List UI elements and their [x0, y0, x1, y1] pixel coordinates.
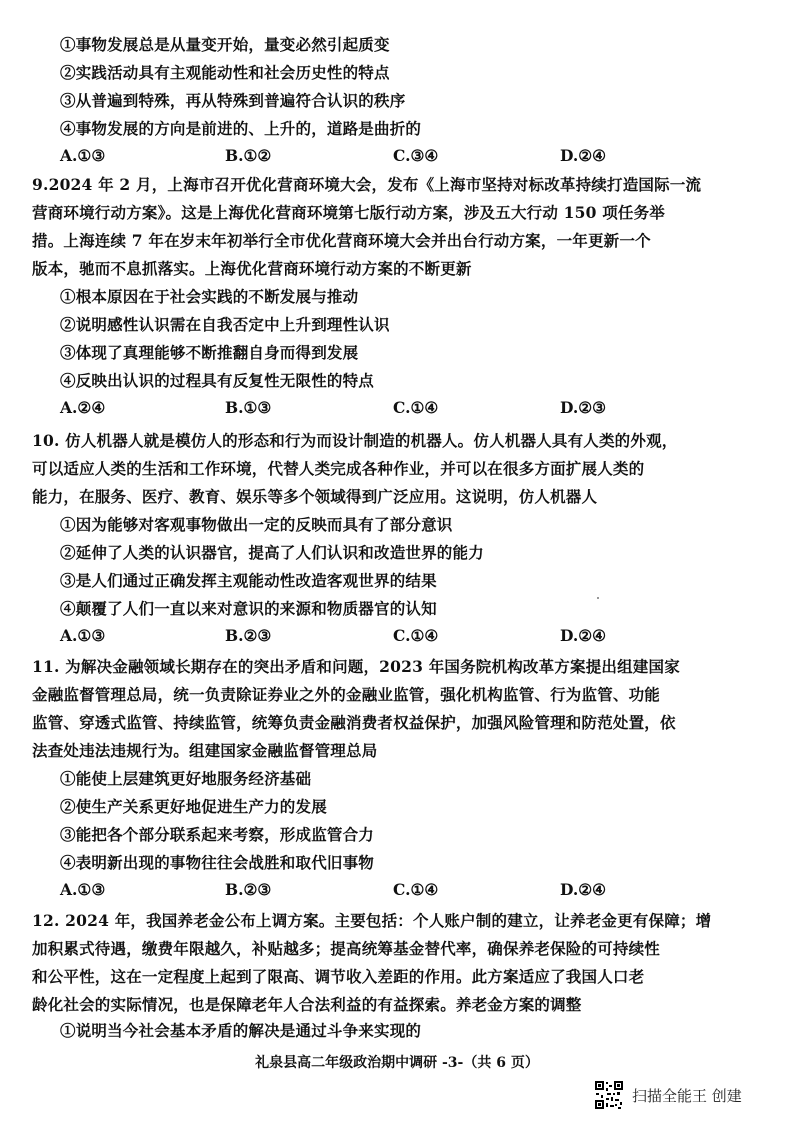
q8-choices: [60, 146, 700, 168]
q11-stem-line-2: 金融监督管理总局，统一负责除证券业之外的金融业监管，强化机构监管、行为监管、功能: [32, 685, 661, 704]
q10-stem-line-2: 可以适应人类的生活和工作环境，代替人类完成各种作业，并可以在很多方面扩展人类的: [32, 459, 645, 478]
q11-stem-line-3: 监管、穿透式监管、持续监管，统筹负责金融消费者权益保护，加强风险管理和防范处置，依: [32, 713, 676, 732]
qr-code-icon: [594, 1080, 624, 1110]
q9-option-3: ③体现了真理能够不断推翻自身而得到发展: [60, 343, 359, 362]
q12-stem-line-3: 和公平性，这在一定程度上起到了限高、调节收入差距的作用。此方案适应了我国人口老: [32, 967, 645, 986]
q9-stem-line-4: 版本，驰而不息抓落实。上海优化营商环境行动方案的不断更新: [32, 259, 472, 278]
choice-a: A.①③: [60, 146, 106, 165]
scanner-watermark: [594, 1078, 742, 1112]
q12-option-1: ①说明当今社会基本矛盾的解决是通过斗争来实现的: [60, 1021, 422, 1040]
q10-option-3: ③是人们通过正确发挥主观能动性改造客观世界的结果: [60, 571, 437, 590]
q8-option-2: ②实践活动具有主观能动性和社会历史性的特点: [60, 63, 390, 82]
q9-option-2: ②说明感性认识需在自我否定中上升到理性认识: [60, 315, 390, 334]
q10-stem-line-3: 能力，在服务、医疗、教育、娱乐等多个领域得到广泛应用。这说明，仿人机器人: [32, 487, 598, 506]
q10-option-1: ①因为能够对客观事物做出一定的反映而具有了部分意识: [60, 515, 453, 534]
choice-c: C.③④: [393, 146, 439, 165]
q9-option-1: ①根本原因在于社会实践的不断发展与推动: [60, 287, 359, 306]
q9-stem-line-1: 9.2024 年 2 月，上海市召开优化营商环境大会，发布《上海市坚持对标改革持续打造国际一流: [32, 175, 702, 194]
q9-choices: [60, 398, 700, 420]
choice-c: C.①④: [393, 880, 439, 899]
scan-speck: [597, 597, 599, 599]
q10-choices: [60, 626, 700, 648]
q9-stem-line-2: 营商环境行动方案》。这是上海优化营商环境第七版行动方案，涉及五大行动 150 项任务举: [32, 203, 665, 222]
choice-d: D.②④: [560, 146, 607, 165]
q11-option-2: ②使生产关系更好地促进生产力的发展: [60, 797, 327, 816]
q11-stem-line-1: 11. 为解决金融领域长期存在的突出矛盾和问题，2023 年国务院机构改革方案提出组建国家: [32, 657, 680, 676]
q8-option-1: ①事物发展总是从量变开始，量变必然引起质变: [60, 35, 390, 54]
choice-b: B.①③: [225, 398, 272, 417]
q12-stem-line-1: 12. 2024 年，我国养老金公布上调方案。主要包括：个人账户制的建立，让养老金更有保障；增: [32, 911, 712, 930]
q10-option-2: ②延伸了人类的认识器官，提高了人们认识和改造世界的能力: [60, 543, 484, 562]
q11-option-1: ①能使上层建筑更好地服务经济基础: [60, 769, 312, 788]
choice-a: A.①③: [60, 626, 106, 645]
choice-b: B.②③: [225, 626, 272, 645]
q8-option-3: ③从普遍到特殊，再从特殊到普遍符合认识的秩序: [60, 91, 406, 110]
watermark-text: 扫描全能王 创建: [632, 1086, 742, 1105]
q8-option-4: ④事物发展的方向是前进的、上升的，道路是曲折的: [60, 119, 422, 138]
choice-d: D.②④: [560, 880, 607, 899]
q12-stem-line-2: 加积累式待遇，缴费年限越久，补贴越多；提高统筹基金替代率，确保养老保险的可持续性: [32, 939, 661, 958]
choice-a: A.②④: [60, 398, 106, 417]
q10-option-4: ④颠覆了人们一直以来对意识的来源和物质器官的认知: [60, 599, 437, 618]
q9-option-4: ④反映出认识的过程具有反复性无限性的特点: [60, 371, 375, 390]
choice-c: C.①④: [393, 626, 439, 645]
choice-d: D.②③: [560, 398, 607, 417]
q10-stem-line-1: 10. 仿人机器人就是模仿人的形态和行为而设计制造的机器人。仿人机器人具有人类的外观，: [32, 431, 678, 450]
choice-a: A.①③: [60, 880, 106, 899]
q12-stem-line-4: 龄化社会的实际情况，也是保障老年人合法利益的有益探索。养老金方案的调整: [32, 995, 582, 1014]
choice-b: B.①②: [225, 146, 272, 165]
choice-c: C.①④: [393, 398, 439, 417]
q11-stem-line-4: 法查处违法违规行为。组建国家金融监督管理总局: [32, 741, 378, 760]
q9-stem-line-3: 措。上海连续 7 年在岁末年初举行全市优化营商环境大会并出台行动方案，一年更新一个: [32, 231, 651, 250]
q11-option-3: ③能把各个部分联系起来考察，形成监管合力: [60, 825, 375, 844]
choice-d: D.②④: [560, 626, 607, 645]
page-footer: 礼泉县高二年级政治期中调研 -3-（共 6 页）: [255, 1055, 539, 1071]
q11-option-4: ④表明新出现的事物往往会战胜和取代旧事物: [60, 853, 375, 872]
q11-choices: [60, 880, 700, 902]
choice-b: B.②③: [225, 880, 272, 899]
